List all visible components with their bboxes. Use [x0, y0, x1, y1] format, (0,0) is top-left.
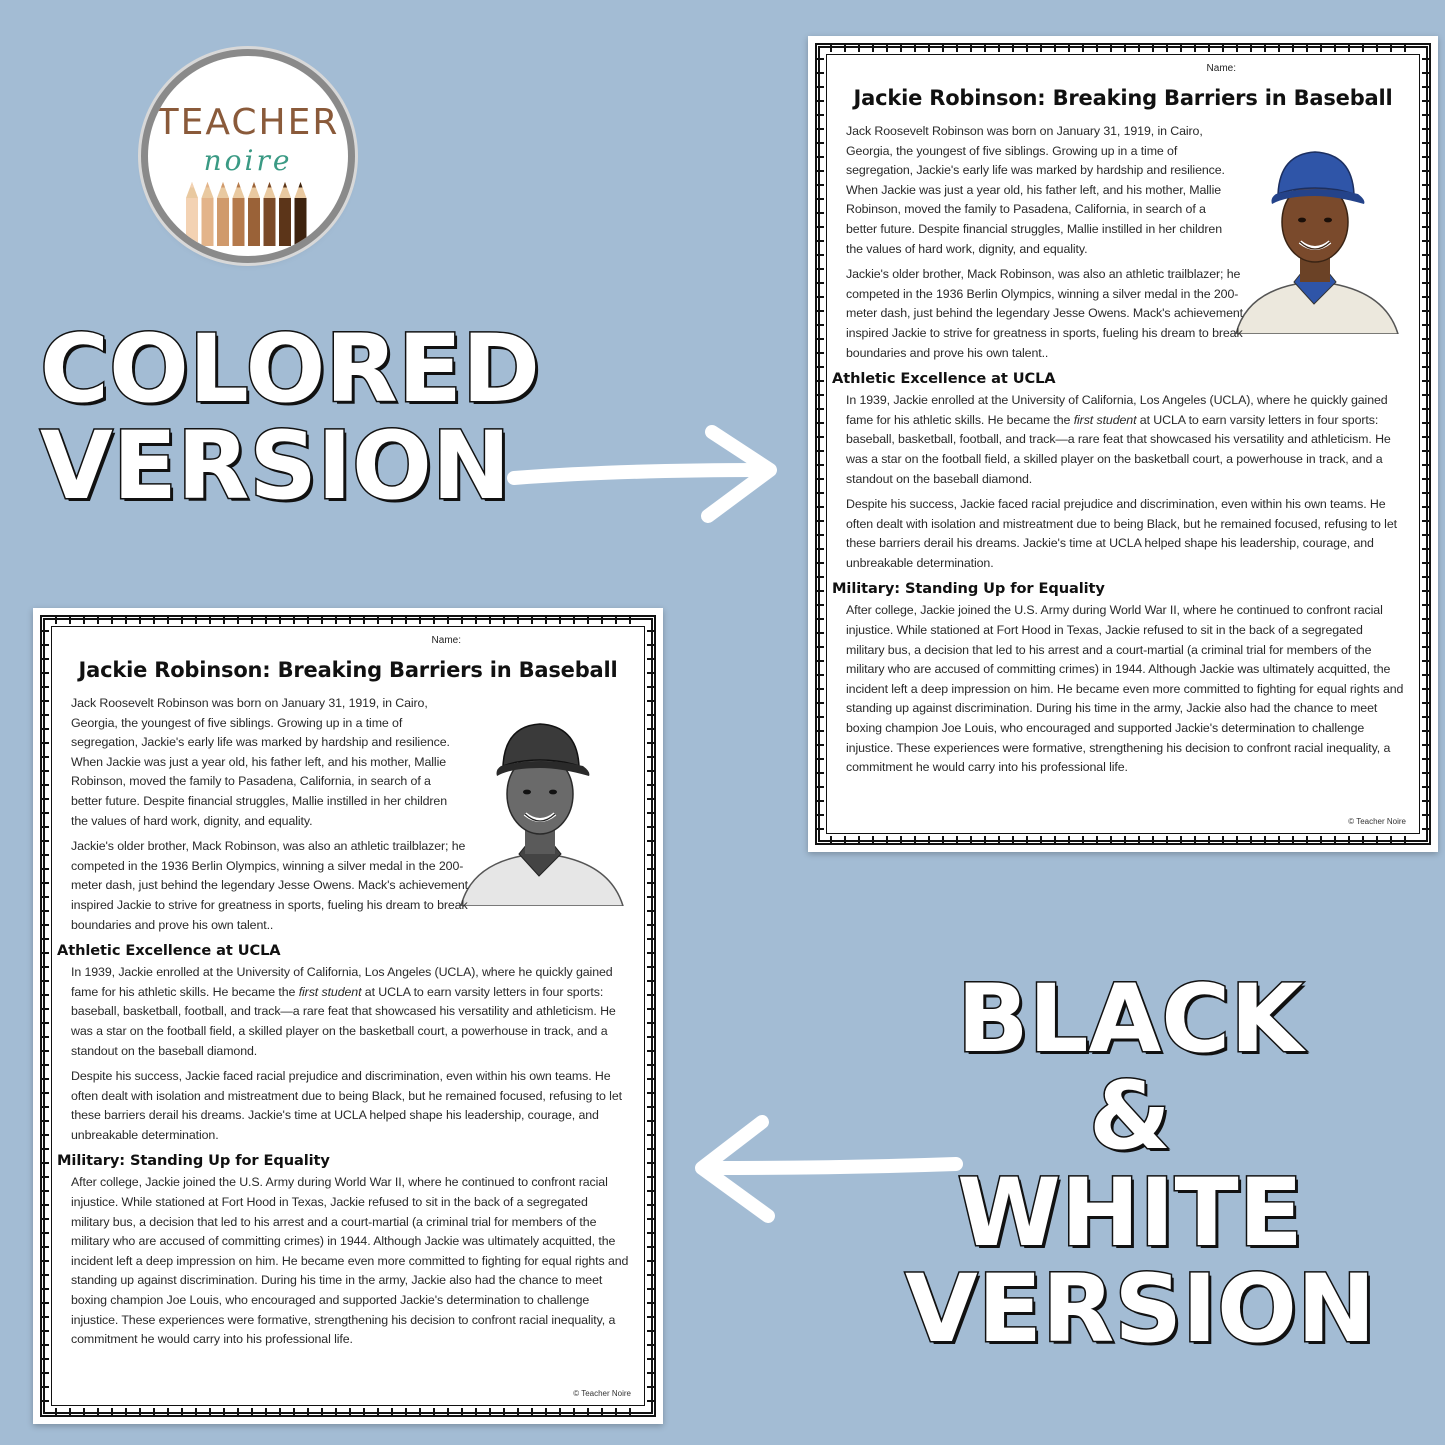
pencil-icon — [264, 182, 276, 246]
section-heading: Military: Standing Up for Equality — [57, 1152, 330, 1170]
pencils-icon — [186, 182, 310, 246]
pencil-icon — [186, 182, 198, 246]
pencil-icon — [248, 182, 260, 246]
emphasis-text: first student — [298, 984, 362, 999]
section-heading: Athletic Excellence at UCLA — [57, 942, 281, 960]
border-pattern — [55, 616, 641, 624]
text-run: In 1939, Jackie enrolled at the University of California, Los Angeles (UCLA), where he quickly gained fame for his athletic skills. He became the — [71, 965, 613, 999]
arrow-left-icon — [672, 1108, 972, 1228]
label-line: WHITE — [957, 1158, 1303, 1268]
pencil-icon — [295, 182, 307, 246]
name-label: Name: — [1206, 63, 1236, 74]
pencil-icon — [217, 182, 229, 246]
worksheet-bw — [33, 608, 663, 1424]
paragraph: After college, Jackie joined the U.S. Army during World War II, where he continued to confront racial injustice. While stationed at Fort Hood in Texas, Jackie refused to sit in the back of a segregated military bus, a decision that led to his arrest and a court-martial (a criminal trial for members of the military who are accused of committing crimes) in 1944. Although Jackie was ultimately acquitted, the incident left a deep impression on him. He became even more committed to fighting for equal rights and standing up against discrimination. During his time in the army, Jackie also had the chance to meet boxing champion Joe Louis, who encouraged and supported Jackie's determination to challenge injustice. These experiences were formative, strengthening his decision to confront racial inequality, a commitment he would carry into his professional life. — [846, 603, 1404, 775]
logo-word: TEACHER — [156, 102, 340, 143]
paragraph: Despite his success, Jackie faced racial prejudice and discrimination, even within his own teams. He often dealt with isolation and mistreatment due to being Black, but he remained focused, refusing to let these barriers derail his dreams. Jackie's time at UCLA helped shape his leadership, courage, and unbreakable determination. — [846, 497, 1397, 570]
pencil-icon — [233, 182, 245, 246]
paragraph: Jackie's older brother, Mack Robinson, was also an athletic trailblazer; he competed in the 1936 Berlin Olympics, winning a silver medal in the 200-meter dash, just behind the legendary Jesse Owens. Mack's achievement inspired Jackie to strive for greatness in sports, fueling his dream to break boundaries and prove his own talent.. — [846, 267, 1243, 360]
pencil-icon — [202, 182, 214, 246]
border-pattern — [1422, 58, 1430, 830]
worksheet-colored — [808, 36, 1438, 852]
label-line: COLORED — [40, 315, 540, 424]
worksheet-content — [830, 58, 1416, 830]
copyright-text: © Teacher Noire — [1348, 817, 1406, 826]
bw-version-label — [905, 965, 1376, 1365]
logo-script: noire — [203, 144, 293, 177]
border-pattern — [55, 1408, 641, 1416]
paragraph: Jack Roosevelt Robinson was born on January 31, 1919, in Cairo, Georgia, the youngest of five siblings. Growing up in a time of segregation, Jackie's early life was marked by hardship and resilience. When Jackie was just a year old, his father left, and his mother, Mallie Robinson, moved the family to Pasadena, California, in search of a better future. Despite financial struggles, Mallie instilled in her children the values of hard work, dignity, and equality. — [71, 696, 450, 828]
worksheet-title: Jackie Robinson: Breaking Barriers in Baseball — [78, 658, 618, 682]
emphasis-text: first student — [1073, 412, 1137, 427]
border-pattern — [830, 44, 1416, 52]
teacher-noire-logo — [148, 56, 348, 256]
text-run: at UCLA to earn varsity letters in four sports: baseball, basketball, football, and track—a rare feat that showcased his versatility and athleticism. He was a star on the football field, a skilled player on the basketball court, a powerhouse in track, and a standout on the baseball diamond. — [71, 984, 616, 1058]
worksheet-title: Jackie Robinson: Breaking Barriers in Baseball — [853, 86, 1393, 110]
label-line: BLACK & — [956, 965, 1304, 1171]
label-line: VERSION — [905, 1255, 1376, 1365]
paragraph: Jackie's older brother, Mack Robinson, was also an athletic trailblazer; he competed in the 1936 Berlin Olympics, winning a silver medal in the 200-meter dash, just behind the legendary Jesse Owens. Mack's achievement inspired Jackie to strive for greatness in sports, fueling his dream to break boundaries and prove his own talent.. — [71, 839, 468, 932]
label-line: VERSION — [40, 411, 511, 521]
paragraph — [846, 391, 1404, 489]
pencil-icon — [279, 182, 291, 246]
border-pattern — [816, 58, 824, 830]
border-pattern — [41, 630, 49, 1402]
section-heading: Athletic Excellence at UCLA — [832, 370, 1056, 388]
worksheet-body — [57, 694, 629, 1356]
colored-version-label — [40, 315, 540, 521]
worksheet-content — [55, 630, 641, 1402]
paragraph: After college, Jackie joined the U.S. Army during World War II, where he continued to confront racial injustice. While stationed at Fort Hood in Texas, Jackie refused to sit in the back of a segregated military bus, a decision that led to his arrest and a court-martial (a criminal trial for members of the military who are accused of committing crimes) in 1944. Although Jackie was ultimately acquitted, the incident left a deep impression on him. He became even more committed to fighting for equal rights and standing up against discrimination. During his time in the army, Jackie also had the chance to meet boxing champion Joe Louis, who encouraged and supported Jackie's determination to challenge injustice. These experiences were formative, strengthening his decision to confront racial inequality, a commitment he would carry into his professional life. — [71, 1175, 629, 1347]
worksheet-body — [832, 122, 1404, 784]
text-run: at UCLA to earn varsity letters in four sports: baseball, basketball, football, and track—a rare feat that showcased his versatility and athleticism. He was a star on the football field, a skilled player on the basketball court, a powerhouse in track, and a standout on the baseball diamond. — [846, 412, 1391, 486]
text-run: In 1939, Jackie enrolled at the University of California, Los Angeles (UCLA), where he quickly gained fame for his athletic skills. He became the — [846, 393, 1388, 427]
copyright-text: © Teacher Noire — [573, 1389, 631, 1398]
paragraph — [71, 963, 629, 1061]
paragraph: Despite his success, Jackie faced racial prejudice and discrimination, even within his own teams. He often dealt with isolation and mistreatment due to being Black, but he remained focused, refusing to let these barriers derail his dreams. Jackie's time at UCLA helped shape his leadership, courage, and unbreakable determination. — [71, 1069, 622, 1142]
border-pattern — [647, 630, 655, 1402]
name-label: Name: — [431, 635, 461, 646]
border-pattern — [830, 836, 1416, 844]
section-heading: Military: Standing Up for Equality — [832, 580, 1105, 598]
arrow-right-icon — [500, 420, 800, 530]
paragraph: Jack Roosevelt Robinson was born on January 31, 1919, in Cairo, Georgia, the youngest of five siblings. Growing up in a time of segregation, Jackie's early life was marked by hardship and resilience. When Jackie was just a year old, his father left, and his mother, Mallie Robinson, moved the family to Pasadena, California, in search of a better future. Despite financial struggles, Mallie instilled in her children the values of hard work, dignity, and equality. — [846, 124, 1225, 256]
